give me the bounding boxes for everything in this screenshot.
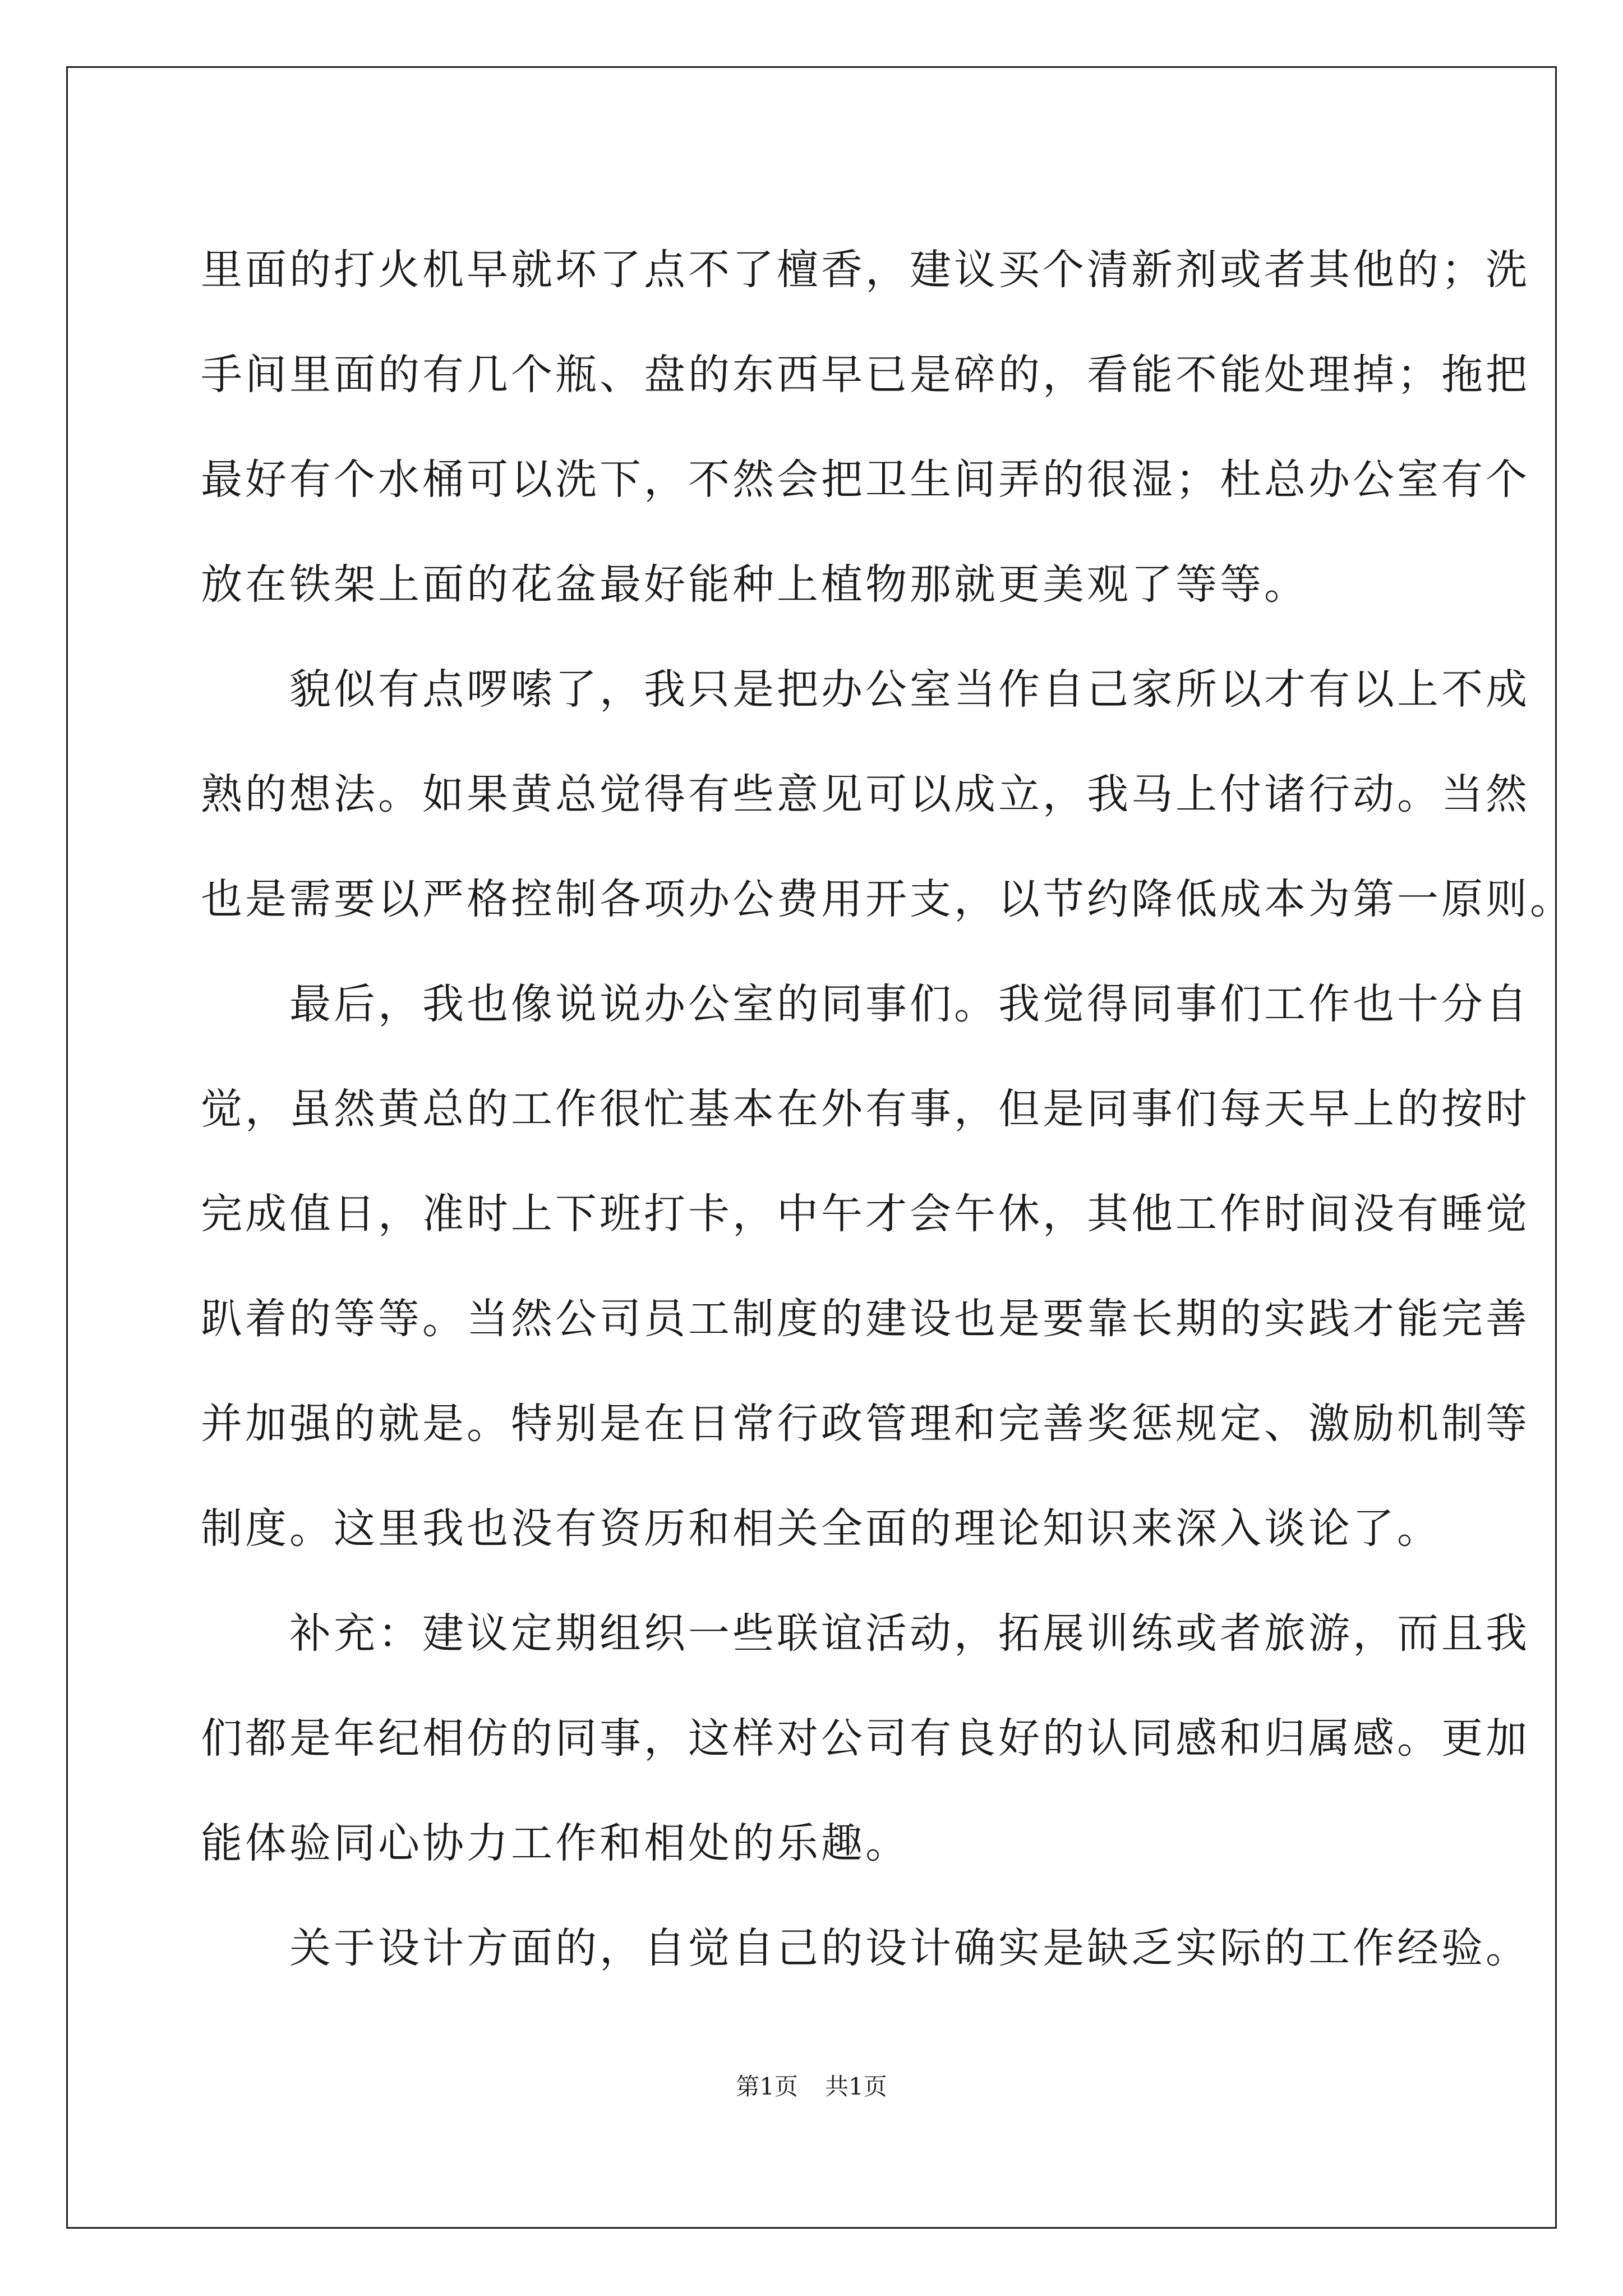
text-line: 制度。这里我也没有资历和相关全面的理论知识来深入谈论了。 xyxy=(201,1504,1441,1553)
text-line: 貌似有点啰嗦了，我只是把办公室当作自己家所以才有以上不成 xyxy=(201,665,1530,714)
document-body xyxy=(201,218,1574,2001)
text-line: 们都是年纪相仿的同事，这样对公司有良好的认同感和归属感。更加 xyxy=(201,1714,1530,1763)
text-line: 也是需要以严格控制各项办公费用开支，以节约降低成本为第一原则。 xyxy=(201,875,1574,923)
text-line: 熟的想法。如果黄总觉得有些意见可以成立，我马上付诸行动。当然 xyxy=(201,770,1530,818)
text-line: 关于设计方面的，自觉自己的设计确实是缺乏实际的工作经验。 xyxy=(201,1924,1530,1972)
text-line: 里面的打火机早就坏了点不了檀香，建议买个清新剂或者其他的；洗 xyxy=(201,246,1530,294)
text-line: 并加强的就是。特别是在日常行政管理和完善奖惩规定、激励机制等 xyxy=(201,1400,1530,1448)
text-line: 手间里面的有几个瓶、盘的东西早已是碎的，看能不能处理掉；拖把 xyxy=(201,351,1530,399)
text-line: 完成值日，准时上下班打卡，中午才会午休，其他工作时间没有睡觉 xyxy=(201,1190,1530,1238)
text-line: 能体验同心协力工作和相处的乐趣。 xyxy=(201,1819,910,1867)
text-line: 补充：建议定期组织一些联谊活动，拓展训练或者旅游，而且我 xyxy=(201,1609,1530,1658)
text-line: 觉，虽然黄总的工作很忙基本在外有事，但是同事们每天早上的按时 xyxy=(201,1085,1530,1133)
total-pages: 共1页 xyxy=(825,2073,887,2100)
page-number: 第1页 xyxy=(736,2073,798,2100)
text-line: 放在铁架上面的花盆最好能种上植物那就更美观了等等。 xyxy=(201,560,1308,609)
text-line: 最好有个水桶可以洗下，不然会把卫生间弄的很湿；杜总办公室有个 xyxy=(201,455,1530,504)
page-footer xyxy=(0,2070,1623,2104)
text-line: 趴着的等等。当然公司员工制度的建设也是要靠长期的实践才能完善 xyxy=(201,1295,1530,1343)
text-line: 最后，我也像说说办公室的同事们。我觉得同事们工作也十分自 xyxy=(201,980,1530,1028)
